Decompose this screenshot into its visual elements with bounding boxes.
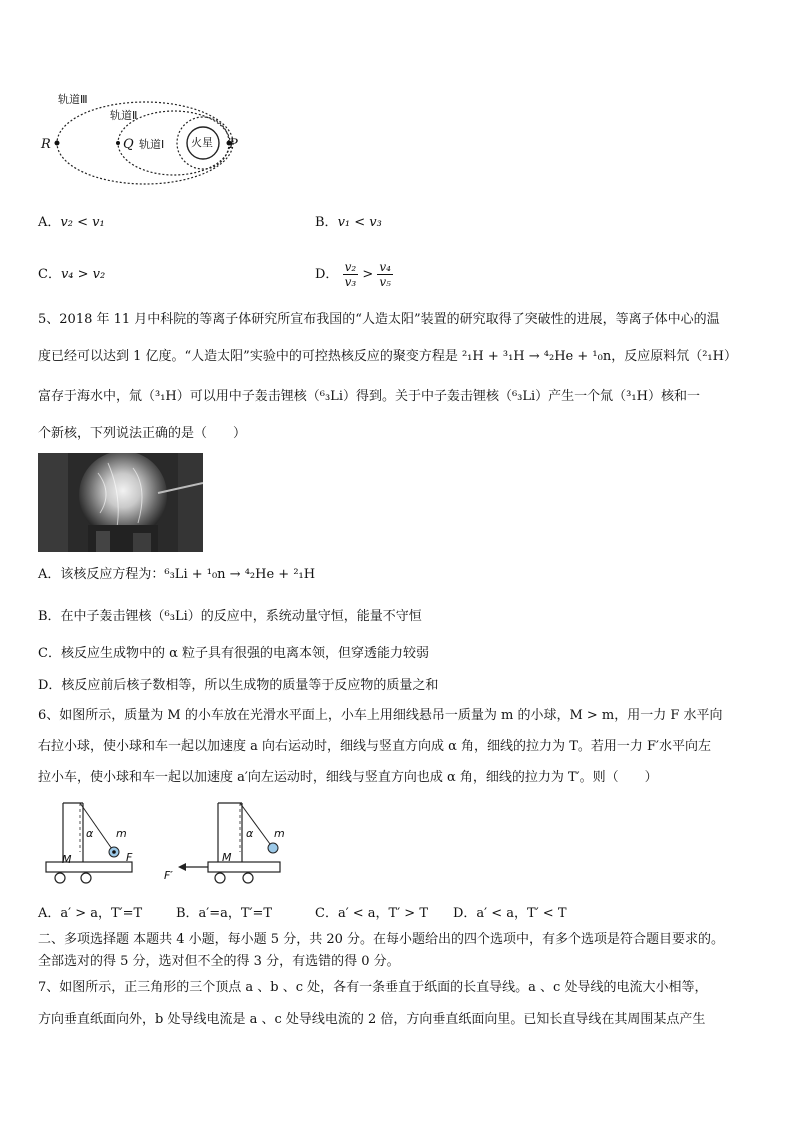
mars-label: 火星 (191, 136, 213, 149)
fraction-denominator: v₃ (344, 275, 357, 289)
point-R-label: R (41, 137, 51, 152)
q5-stem-line-4: 个新核，下列说法正确的是（ ） (38, 426, 247, 441)
force-label: F′ (164, 869, 173, 882)
q6-stem-line-1: 6、如图所示，质量为 M 的小车放在光滑水平面上，小车上用细线悬吊一质量为 m 的小球，M > m，用一力 F 水平向 (38, 708, 723, 723)
fraction-denominator: v₅ (379, 275, 391, 289)
cart-figure-2 (160, 797, 300, 892)
q5-stem-line-1: 5、2018 年 11 月中科院的等离子体研究所宣布我国的“人造太阳”装置的研究取得了突破性的进展，等离子体中心的温 (38, 312, 720, 327)
orbit-II-label: 轨道Ⅱ (110, 109, 138, 122)
q5-stem-line-3: 富存于海水中，氚（³₁H）可以用中子轰击锂核（⁶₃Li）得到。关于中子轰击锂核（⁶₃Li）产生一个氚（³₁H）核和一 (38, 389, 700, 404)
fraction-left (343, 260, 359, 289)
cart-mass-label: M (222, 851, 232, 864)
q6-stem-line-3: 拉小车，使小球和车一起以加速度 a′向左运动时，细线与竖直方向也成 α 角，细线的拉力为 T′。则（ ） (38, 770, 658, 785)
cart-diagram-left (160, 797, 300, 892)
q5-option-c[interactable]: C．核反应生成物中的 α 粒子具有很强的电离本领，但穿透能力较弱 (38, 646, 429, 661)
section2-header-line-2: 全部选对的得 5 分，选对但不全的得 3 分，有选错的得 0 分。 (38, 954, 400, 969)
q5-option-b[interactable]: B．在中子轰击锂核（⁶₃Li）的反应中，系统动量守恒，能量不守恒 (38, 609, 422, 624)
q6-option-d[interactable]: D．a′ < a，T′ < T (453, 906, 567, 921)
q6-stem-line-2: 右拉小球，使小球和车一起以加速度 a 向右运动时，细线与竖直方向成 α 角，细线的拉力为 T。若用一力 F′水平向左 (38, 739, 711, 754)
option-prefix: B． (315, 215, 338, 230)
q5-stem-line-2: 度已经可以达到 1 亿度。“人造太阳”实验中的可控热核反应的聚变方程是 ²₁H + ³₁H → ⁴₂He + ¹₀n，反应原料氘（²₁H） (38, 349, 737, 364)
orbit-III-label: 轨道Ⅲ (58, 93, 88, 106)
q7-stem-line-2: 方向垂直纸面向外，b 处导线电流是 a 、c 处导线电流的 2 倍，方向垂直纸面向里。已知长直导线在其周围某点产生 (38, 1012, 706, 1027)
q5-option-d[interactable]: D．核反应前后核子数相等，所以生成物的质量等于反应物的质量之和 (38, 678, 439, 693)
q7-stem-line-1: 7、如图所示，正三角形的三个顶点 a 、b 、c 处，各有一条垂直于纸面的长直导线。a 、c 处导线的电流大小相等， (38, 980, 708, 995)
alpha-label: α (86, 827, 94, 840)
option-expression: v₁ < v₃ (337, 215, 382, 230)
cart-diagram-right (38, 797, 158, 887)
fusion-device-photo (38, 453, 203, 552)
q4-option-a[interactable] (38, 214, 105, 232)
ball-mass-label: m (274, 827, 285, 840)
plasma-image (38, 453, 203, 552)
option-expression: v₄ > v₂ (60, 267, 106, 282)
alpha-label: α (246, 827, 254, 840)
option-prefix: A． (38, 215, 61, 230)
orbit-figure (38, 88, 248, 188)
section2-header-line-1: 二、多项选择题 本题共 4 小题，每小题 5 分，共 20 分。在每小题给出的四个选项中，有多个选项是符合题目要求的。 (38, 932, 725, 947)
option-prefix: C． (38, 267, 61, 282)
option-expression: v₂ < v₁ (60, 215, 105, 230)
q6-option-b[interactable]: B．a′=a，T′=T (176, 906, 273, 921)
q4-option-b[interactable] (315, 214, 382, 232)
q4-option-d[interactable] (315, 257, 393, 293)
q5-option-a[interactable]: A．该核反应方程为：⁶₃Li + ¹₀n → ⁴₂He + ²₁H (38, 567, 316, 582)
point-Q-label: Q (123, 137, 134, 152)
fraction-numerator: v₄ (379, 260, 391, 274)
option-prefix: D． (315, 267, 339, 282)
fraction-numerator: v₂ (344, 260, 357, 274)
comparison-operator: > (362, 267, 374, 282)
q6-option-c[interactable]: C．a′ < a，T′ > T (315, 906, 429, 921)
fraction-right (377, 260, 393, 289)
orbit-I-label: 轨道Ⅰ (139, 138, 165, 151)
cart-mass-label: M (62, 853, 72, 866)
cart-figure-1 (38, 797, 158, 887)
point-P-label: P (229, 137, 238, 152)
q6-option-a[interactable]: A．a′ > a，T′=T (38, 906, 143, 921)
ball-mass-label: m (116, 827, 127, 840)
q4-option-c[interactable] (38, 266, 105, 284)
force-label: F (126, 851, 133, 864)
